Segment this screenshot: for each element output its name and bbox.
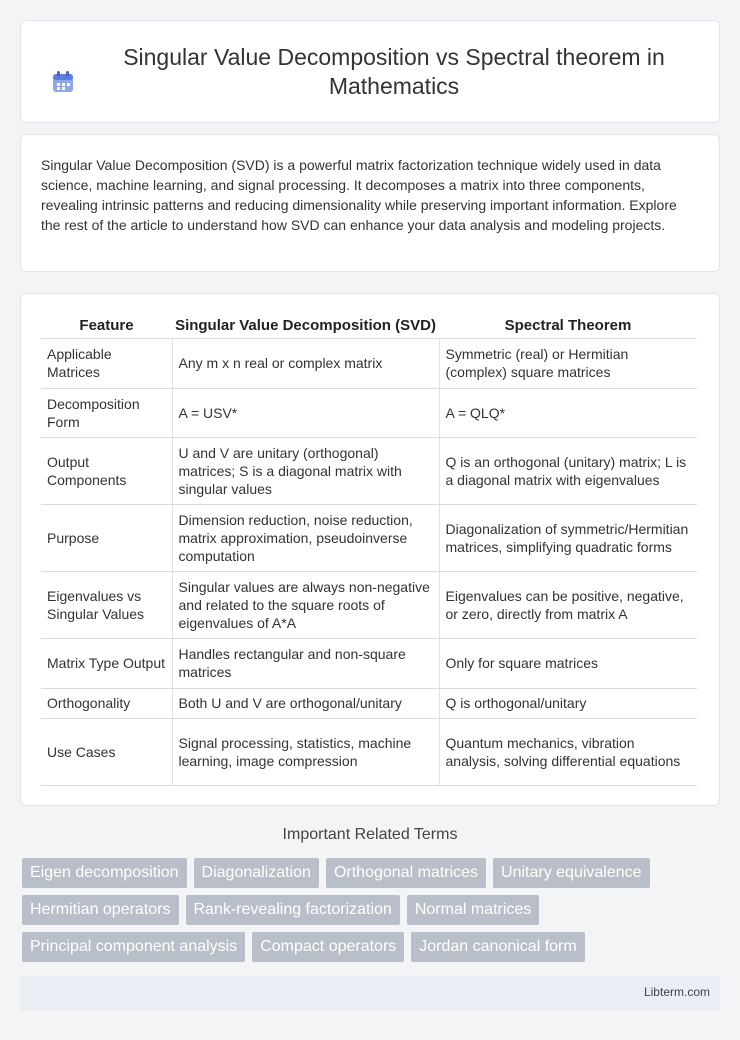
term-tag[interactable]: Unitary equivalence xyxy=(493,858,650,888)
calendar-icon xyxy=(50,69,76,95)
related-terms-heading: Important Related Terms xyxy=(282,826,458,843)
table-header-row xyxy=(41,312,697,338)
table-row xyxy=(41,388,697,437)
row-svd: Handles rectangular and non-square matrices xyxy=(172,638,439,688)
header-svd: Singular Value Decomposition (SVD) xyxy=(172,312,439,338)
row-spectral: Symmetric (real) or Hermitian (complex) square matrices xyxy=(439,338,697,388)
term-tag[interactable]: Eigen decomposition xyxy=(22,858,187,888)
term-tag[interactable]: Diagonalization xyxy=(194,858,319,888)
table-row xyxy=(41,437,697,504)
row-svd: Any m x n real or complex matrix xyxy=(172,338,439,388)
row-spectral: Q is orthogonal/unitary xyxy=(439,688,697,718)
row-svd: Dimension reduction, noise reduction, matrix approximation, pseudoinverse computation xyxy=(172,504,439,571)
row-spectral: Eigenvalues can be positive, negative, or zero, directly from matrix A xyxy=(439,571,697,638)
comparison-card xyxy=(20,293,720,806)
footer-brand-link[interactable]: Libterm.com xyxy=(643,985,710,999)
term-tag[interactable]: Normal matrices xyxy=(407,895,539,925)
table-row xyxy=(41,718,697,785)
intro-paragraph: Singular Value Decomposition (SVD) is a powerful matrix factorization technique widely used in data science, machine learning, and signal processing. It decomposes a matrix into three components, revealing intrinsic patterns and reducing dimensionality while preserving important information. Explore the rest of the article to understand how SVD can enhance your data analysis and modeling projects. xyxy=(41,157,677,233)
row-svd: Both U and V are orthogonal/unitary xyxy=(172,688,439,718)
row-spectral: Quantum mechanics, vibration analysis, solving differential equations xyxy=(439,718,697,785)
table-row xyxy=(41,638,697,688)
row-feature: Use Cases xyxy=(41,718,172,785)
term-tag[interactable]: Principal component analysis xyxy=(22,932,245,962)
term-row xyxy=(22,895,722,925)
row-feature: Purpose xyxy=(41,504,172,571)
row-svd: U and V are unitary (orthogonal) matrices; S is a diagonal matrix with singular values xyxy=(172,437,439,504)
header-feature: Feature xyxy=(41,312,172,338)
term-tag[interactable]: Rank-revealing factorization xyxy=(186,895,400,925)
title-card xyxy=(20,20,720,123)
term-tag[interactable]: Orthogonal matrices xyxy=(326,858,486,888)
row-svd: Signal processing, statistics, machine learning, image compression xyxy=(172,718,439,785)
table-row xyxy=(41,571,697,638)
row-svd: Singular values are always non-negative and related to the square roots of eigenvalues of A*A xyxy=(172,571,439,638)
row-feature: Orthogonality xyxy=(41,688,172,718)
footer xyxy=(20,976,720,1010)
term-row xyxy=(22,858,722,888)
table-row xyxy=(41,504,697,571)
table-row xyxy=(41,338,697,388)
row-svd: A = USV* xyxy=(172,388,439,437)
intro-card xyxy=(20,134,720,272)
row-feature: Matrix Type Output xyxy=(41,638,172,688)
row-spectral: Diagonalization of symmetric/Hermitian matrices, simplifying quadratic forms xyxy=(439,504,697,571)
page-title: Singular Value Decomposition vs Spectral theorem in Mathematics xyxy=(123,43,665,99)
comparison-table xyxy=(41,312,697,786)
row-feature: Output Components xyxy=(41,437,172,504)
row-spectral: Only for square matrices xyxy=(439,638,697,688)
header-spectral: Spectral Theorem xyxy=(439,312,697,338)
term-tag[interactable]: Jordan canonical form xyxy=(411,932,584,962)
term-tag[interactable]: Compact operators xyxy=(252,932,404,962)
row-spectral: Q is an orthogonal (unitary) matrix; L is a diagonal matrix with eigenvalues xyxy=(439,437,697,504)
table-row xyxy=(41,688,697,718)
row-spectral: A = QLQ* xyxy=(439,388,697,437)
row-feature: Applicable Matrices xyxy=(41,338,172,388)
row-feature: Decomposition Form xyxy=(41,388,172,437)
related-terms xyxy=(22,858,722,969)
term-tag[interactable]: Hermitian operators xyxy=(22,895,179,925)
row-feature: Eigenvalues vs Singular Values xyxy=(41,571,172,638)
term-row xyxy=(22,932,722,962)
